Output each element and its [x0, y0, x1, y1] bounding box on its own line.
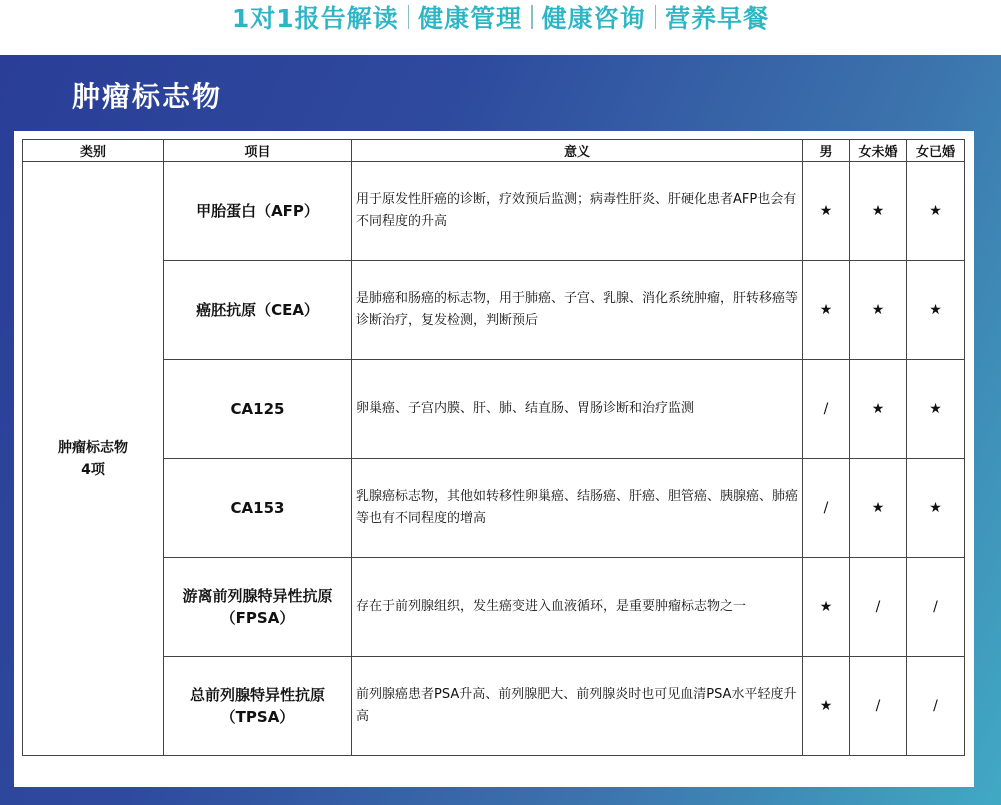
- female-unmarried-mark: ★: [850, 162, 907, 261]
- female-married-mark: ★: [907, 360, 965, 459]
- male-mark: ★: [803, 657, 850, 756]
- table-row: [23, 657, 965, 756]
- header-meaning: 意义: [352, 140, 803, 162]
- category-label: 肿瘤标志物 4项: [58, 439, 128, 478]
- female-married-mark: /: [907, 558, 965, 657]
- header-category: 类别: [23, 140, 164, 162]
- page-title: 肿瘤标志物: [72, 80, 223, 113]
- item-label: 甲胎蛋白（AFP）: [196, 202, 319, 220]
- meaning-cell: 乳腺癌标志物，其他如转移性卵巢癌、结肠癌、肝癌、胆管癌、胰腺癌、肺癌等也有不同程度的增高: [352, 459, 803, 558]
- top-nav: [0, 0, 1001, 34]
- item-label: CA125: [230, 400, 285, 418]
- female-married-mark: ★: [907, 162, 965, 261]
- female-married-mark: /: [907, 657, 965, 756]
- female-married-mark: ★: [907, 261, 965, 360]
- item-label: 总前列腺特异性抗原 （TPSA）: [189, 686, 325, 726]
- table-row: [23, 360, 965, 459]
- item-label: CA153: [230, 499, 285, 517]
- nav-item-nutrition-breakfast: 营养早餐: [665, 4, 770, 33]
- meaning-cell: 存在于前列腺组织，发生癌变进入血液循环，是重要肿瘤标志物之一: [352, 558, 803, 657]
- table-card: [14, 131, 974, 787]
- meaning-cell: 卵巢癌、子宫内膜、肝、肺、结直肠、胃肠诊断和治疗监测: [352, 360, 803, 459]
- nav-item-report-reading: 1对1报告解读: [231, 4, 399, 33]
- table-row: [23, 459, 965, 558]
- female-unmarried-mark: /: [850, 657, 907, 756]
- nav-item-health-consulting: 健康咨询: [541, 4, 646, 33]
- female-unmarried-mark: ★: [850, 261, 907, 360]
- nav-item-health-management: 健康管理: [418, 4, 523, 33]
- meaning-cell: 是肺癌和肠癌的标志物，用于肺癌、子宫、乳腺、消化系统肿瘤，肝转移癌等诊断治疗，复发检测，判断预后: [352, 261, 803, 360]
- item-cell: [164, 360, 352, 459]
- table-row: [23, 558, 965, 657]
- header-male: 男: [803, 140, 850, 162]
- category-cell: [23, 162, 164, 756]
- content-panel: [0, 55, 1001, 805]
- header-item: 项目: [164, 140, 352, 162]
- male-mark: /: [803, 459, 850, 558]
- female-unmarried-mark: ★: [850, 459, 907, 558]
- item-cell: [164, 657, 352, 756]
- female-unmarried-mark: /: [850, 558, 907, 657]
- meaning-cell: 用于原发性肝癌的诊断，疗效预后监测；病毒性肝炎、肝硬化患者AFP也会有不同程度的升高: [352, 162, 803, 261]
- item-cell: [164, 162, 352, 261]
- item-label: 游离前列腺特异性抗原 （FPSA）: [182, 587, 333, 627]
- table-row: [23, 162, 965, 261]
- male-mark: ★: [803, 558, 850, 657]
- meaning-cell: 前列腺癌患者PSA升高、前列腺肥大、前列腺炎时也可见血清PSA水平轻度升高: [352, 657, 803, 756]
- header-female-married: 女已婚: [907, 140, 965, 162]
- table-row: [23, 261, 965, 360]
- female-unmarried-mark: ★: [850, 360, 907, 459]
- item-cell: [164, 459, 352, 558]
- male-mark: ★: [803, 261, 850, 360]
- table-header-row: [23, 140, 965, 162]
- header-female-unmarried: 女未婚: [850, 140, 907, 162]
- item-cell: [164, 558, 352, 657]
- male-mark: /: [803, 360, 850, 459]
- male-mark: ★: [803, 162, 850, 261]
- item-cell: [164, 261, 352, 360]
- item-label: 癌胚抗原（CEA）: [196, 301, 319, 319]
- female-married-mark: ★: [907, 459, 965, 558]
- tumor-marker-table: [22, 139, 965, 756]
